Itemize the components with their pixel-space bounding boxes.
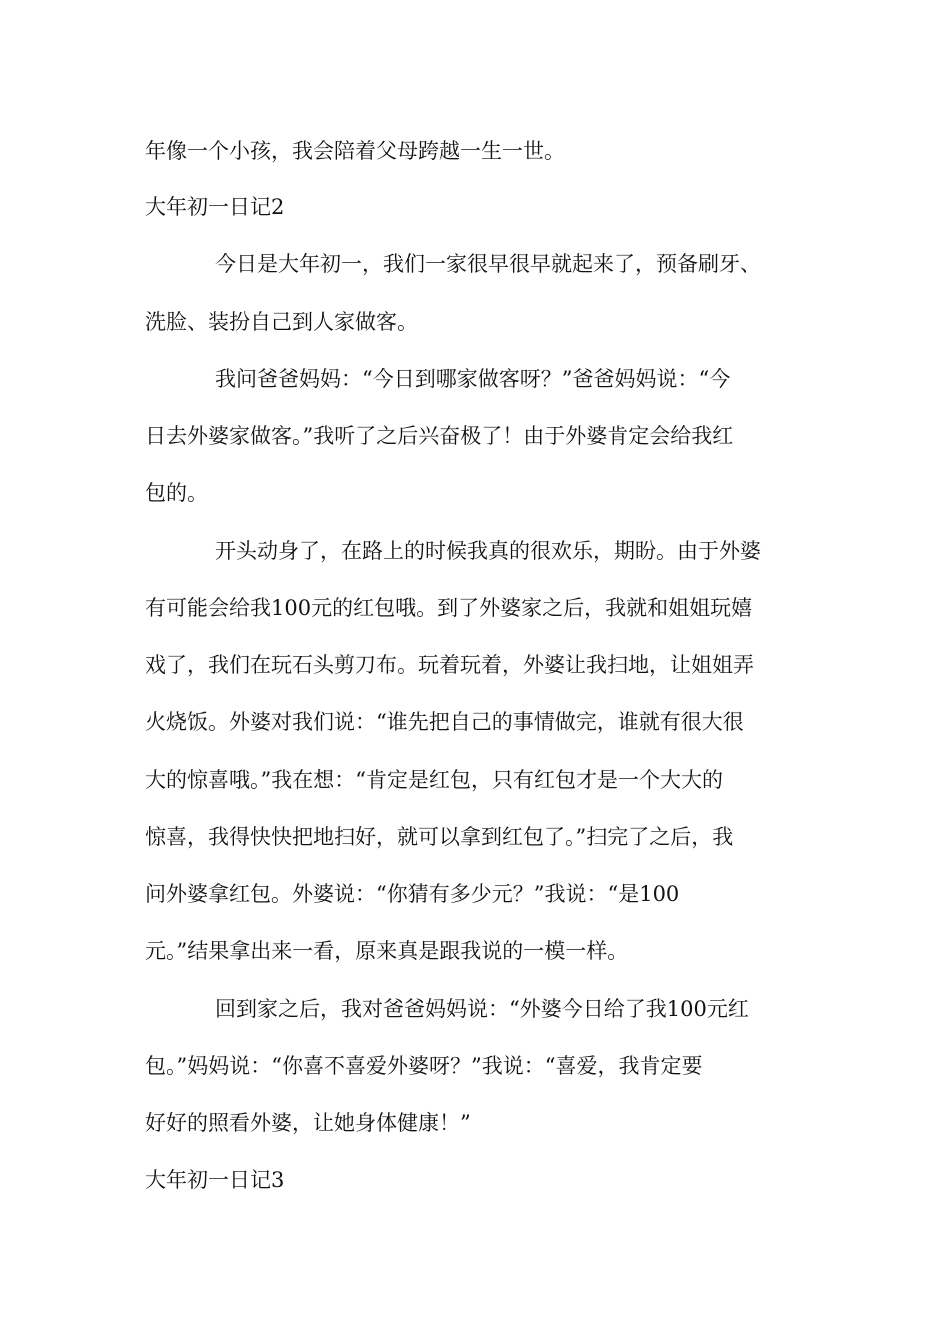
text-line: 开头动身了，在路上的时候我真的很欢乐，期盼。由于外婆 xyxy=(215,539,761,563)
text-line: 元。”结果拿出来一看，原来真是跟我说的一模一样。 xyxy=(145,939,629,963)
text-line: 戏了，我们在玩石头剪刀布。玩着玩着，外婆让我扫地，让姐姐弄 xyxy=(145,653,754,677)
text-line: 年像一个小孩，我会陪着父母跨越一生一世。 xyxy=(145,139,565,163)
text-line: 好好的照看外婆，让她身体健康！” xyxy=(145,1111,471,1135)
section-heading: 大年初一日记3 xyxy=(145,1168,285,1192)
text-line: 问外婆拿红包。外婆说：“你猜有多少元？”我说：“是100 xyxy=(145,882,680,906)
text-line: 包的。 xyxy=(145,481,208,505)
text-line: 日去外婆家做客。”我听了之后兴奋极了！由于外婆肯定会给我红 xyxy=(145,424,734,448)
text-line: 回到家之后，我对爸爸妈妈说：“外婆今日给了我100元红 xyxy=(215,997,749,1021)
text-line: 火烧饭。外婆对我们说：“谁先把自己的事情做完，谁就有很大很 xyxy=(145,710,744,734)
text-line: 我问爸爸妈妈：“今日到哪家做客呀？”爸爸妈妈说：“今 xyxy=(215,367,731,391)
text-line: 今日是大年初一，我们一家很早很早就起来了，预备刷牙、 xyxy=(215,252,761,276)
text-line: 惊喜，我得快快把地扫好，就可以拿到红包了。”扫完了之后，我 xyxy=(145,825,734,849)
text-line: 有可能会给我100元的红包哦。到了外婆家之后，我就和姐姐玩嬉 xyxy=(145,596,753,620)
text-line: 大的惊喜哦。”我在想：“肯定是红包，只有红包才是一个大大的 xyxy=(145,768,723,792)
text-line: 洗脸、装扮自己到人家做客。 xyxy=(145,310,418,334)
section-heading: 大年初一日记2 xyxy=(145,195,285,219)
text-line: 包。”妈妈说：“你喜不喜爱外婆呀？”我说：“喜爱，我肯定要 xyxy=(145,1054,703,1078)
